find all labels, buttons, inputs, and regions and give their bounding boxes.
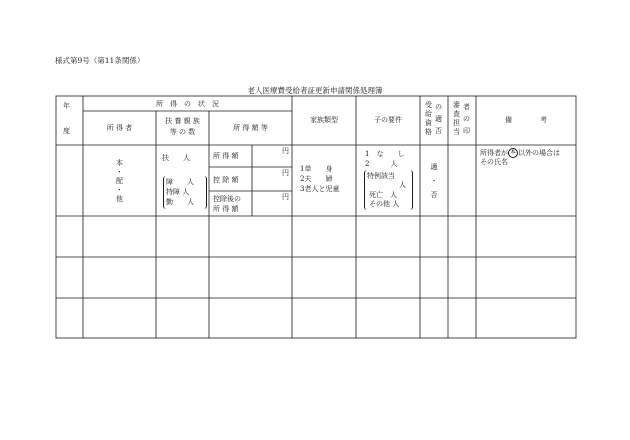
dependents-header-line2: 等 の 数 bbox=[169, 128, 196, 136]
deduction-amount-label: 控 除 額 bbox=[213, 176, 239, 184]
eligibility-header-col2: の 適 否 bbox=[435, 103, 442, 135]
child-count: 2 人 bbox=[365, 160, 398, 168]
deduction-amount-unit: 円 bbox=[282, 169, 289, 177]
child-special-title: 特例該当 bbox=[367, 172, 395, 180]
family-type-couple: 2夫 婦 bbox=[300, 175, 333, 183]
dependents-sub-special: 特障 人 bbox=[166, 188, 190, 196]
eligibility-marks: 適 ・ 否 bbox=[430, 163, 438, 199]
income-amount-unit: 円 bbox=[282, 147, 289, 155]
net-income-label-2: 所 得 額 bbox=[213, 205, 239, 213]
circled-honnin-mark: 本 bbox=[509, 149, 516, 156]
dependents-header-line1: 扶 養 親 族 bbox=[165, 117, 200, 125]
family-type-single: 1単 身 bbox=[300, 165, 333, 173]
dependents-sub-disabled: 障 人 bbox=[166, 178, 194, 186]
child-none: 1 な し bbox=[365, 150, 405, 158]
income-amount-label: 所 得 額 bbox=[213, 152, 239, 160]
form-title: 老人医療費受給者証更新申請関係処理簿 bbox=[247, 86, 383, 95]
remarks-header: 備 考 bbox=[505, 116, 547, 124]
dependents-count: 扶 人 bbox=[162, 154, 190, 162]
earner-header: 所 得 者 bbox=[106, 124, 133, 132]
net-income-unit: 円 bbox=[282, 193, 289, 201]
earner-options: 本 ・ 配 ・ 他 bbox=[116, 159, 123, 203]
year-header-top: 年 bbox=[63, 102, 70, 110]
eligibility-header-col1: 受 給 資 格 bbox=[425, 101, 432, 136]
year-header-bottom: 度 bbox=[63, 127, 70, 135]
reviewer-header-col2: 者 の 印 bbox=[463, 103, 470, 135]
child-special-count: 人 bbox=[399, 181, 406, 189]
family-type-header: 家族類型 bbox=[310, 116, 338, 124]
form-number: 様式第9号（第11条関係） bbox=[55, 56, 145, 65]
net-income-label-1: 控除後の bbox=[213, 195, 241, 203]
income-status-header: 所 得 の 状 況 bbox=[156, 100, 219, 108]
child-requirement-header: 子の要件 bbox=[374, 116, 402, 124]
child-special-other: その他 人 bbox=[369, 200, 400, 208]
dependents-sub-working: 勤 人 bbox=[166, 198, 194, 206]
income-amount-header: 所 得 額 等 bbox=[233, 124, 268, 132]
reviewer-header-col1: 審 査 担 当 bbox=[453, 101, 460, 136]
family-type-elderly-child: 3老人と児童 bbox=[300, 185, 340, 193]
remarks-line1: 所得者が 本 以外の場合は bbox=[480, 149, 560, 157]
remarks-line2: その氏名 bbox=[480, 158, 508, 166]
child-special-deceased: 死亡 人 bbox=[369, 191, 397, 199]
